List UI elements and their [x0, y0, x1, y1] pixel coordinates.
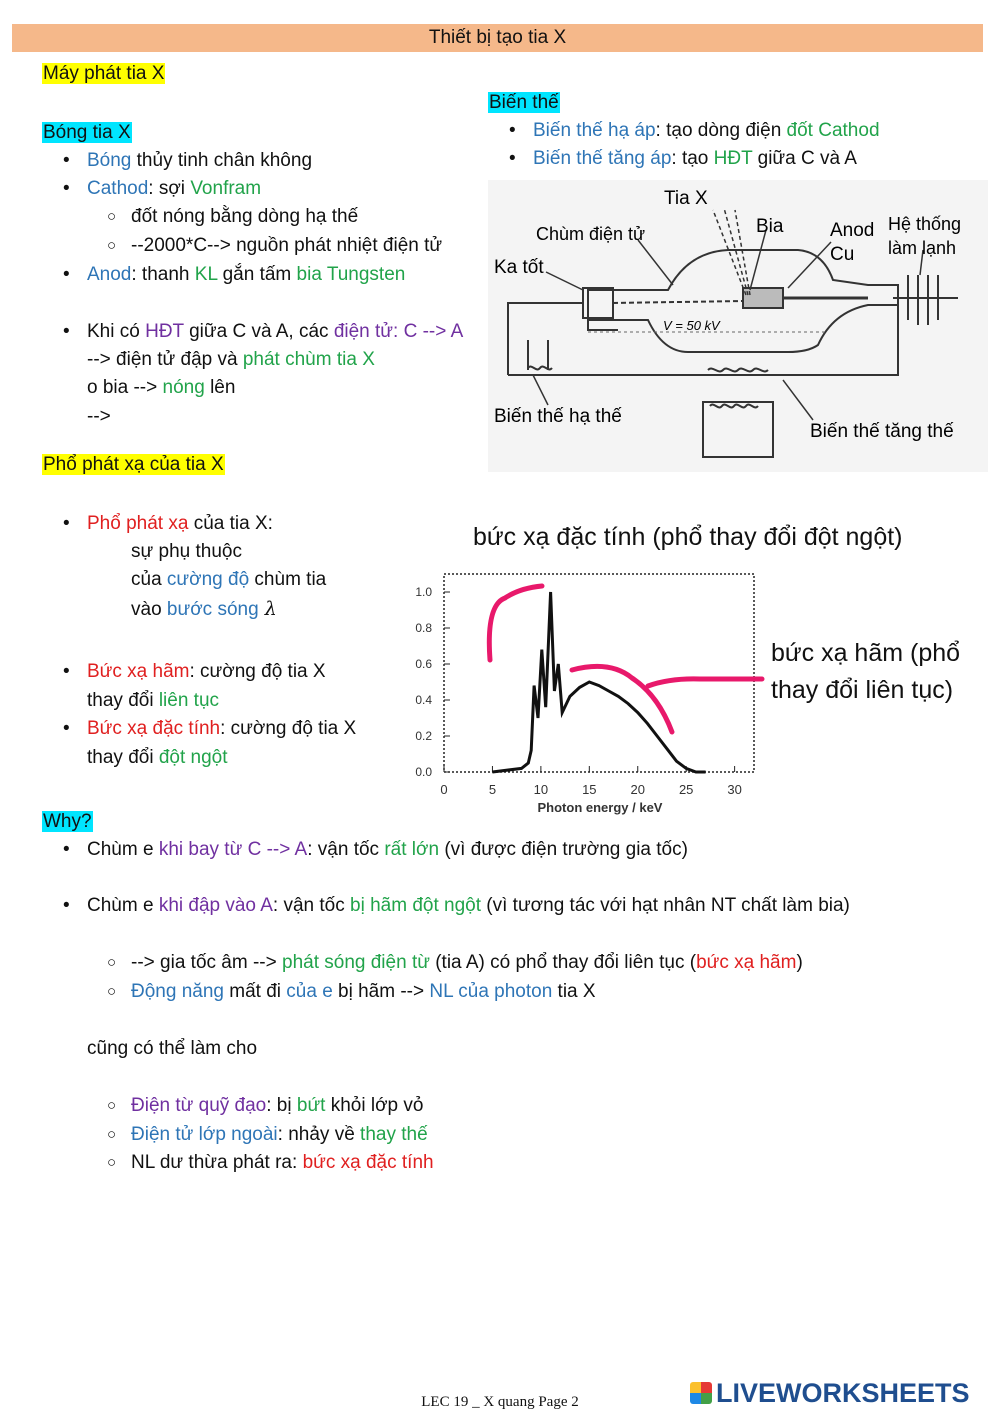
text-span: LIVEWORKSHEETS: [716, 1378, 970, 1408]
text-span: : sợi: [148, 178, 191, 199]
text-span: phát chùm tia X: [242, 349, 375, 370]
text-span: Biến thế tăng áp: [533, 148, 672, 169]
y-tick-label: 0.2: [415, 729, 432, 743]
text-span: Khi có: [87, 321, 146, 342]
text-span: khi bay từ C --> A: [158, 839, 308, 860]
list-item: [131, 204, 358, 230]
list-item-continuation: [131, 596, 277, 623]
label-copper: Cu: [830, 244, 855, 265]
text-span: Phổ phát xạ: [87, 513, 189, 534]
text-span: ): [796, 952, 803, 973]
list-item: [87, 511, 273, 537]
text-span: phát sóng điện từ: [282, 952, 430, 973]
list-item: [87, 893, 850, 919]
text-span: : vận tốc: [307, 839, 385, 860]
label-electron-beam: Chùm điện tử: [536, 224, 646, 244]
text-span: Chùm e: [87, 895, 159, 916]
text-span: thay thế: [360, 1124, 428, 1145]
list-item: [131, 233, 442, 259]
text-span: --2000*C--> nguồn phát nhiệt điện tử: [131, 235, 443, 256]
text-span: : cường độ tia X: [189, 661, 326, 682]
list-item-continuation: [87, 347, 375, 373]
text-span: bia Tungsten: [296, 264, 406, 285]
text-span: gắn tấm: [217, 264, 297, 285]
list-item-continuation: [87, 404, 111, 430]
text-span: bức xạ đặc tính (phổ thay đổi đột ngột): [473, 523, 903, 551]
list-item: [131, 1093, 423, 1119]
text-span: thay đổi: [87, 690, 159, 711]
annotation-bremsstrahlung-1: [771, 638, 960, 668]
text-span: bị hãm -->: [332, 981, 430, 1002]
text-span: của tia X:: [188, 513, 273, 534]
text-span: rất lớn: [384, 839, 440, 860]
x-tick-label: 5: [488, 782, 497, 797]
y-tick-label: 0.4: [415, 693, 432, 707]
section-heading-machine: Máy phát tia X: [43, 63, 165, 84]
text-span: λ: [258, 598, 277, 620]
label-tia-x: Tia X: [664, 188, 708, 209]
list-item: [533, 118, 880, 144]
text-span: giữa C và A, các: [183, 321, 334, 342]
text-span: : bị: [266, 1095, 297, 1116]
list-item-continuation: [87, 745, 228, 771]
text-span: Biến thế: [489, 92, 559, 113]
y-axis-ticks: [415, 585, 450, 779]
text-span: (tia A) có phổ thay đổi liên tục (: [429, 952, 697, 973]
text-span: bức xạ đặc tính: [302, 1152, 434, 1173]
text-span: điện tử: C --> A: [333, 321, 464, 342]
text-span: cường độ: [166, 569, 250, 590]
x-tick-label: 15: [582, 782, 597, 797]
xray-tube-diagram: [488, 180, 988, 472]
text-span: mất đi: [223, 981, 287, 1002]
list-item: [87, 148, 312, 174]
text-span: HĐT: [713, 148, 753, 169]
text-span: cũng có thể làm cho: [87, 1038, 258, 1059]
list-item-continuation: [87, 375, 235, 401]
text-span: bị hãm đột ngột: [350, 895, 481, 916]
section-heading-why: [42, 809, 93, 835]
label-step-up: Biến thế tăng thế: [810, 421, 954, 442]
text-span: Cathod: [87, 178, 149, 199]
text-span: NL của photon: [429, 981, 553, 1002]
x-tick-label: 30: [727, 782, 742, 797]
y-tick-label: 0.0: [415, 765, 432, 779]
text-span: thay đổi: [87, 747, 159, 768]
brand-logo-icon: [690, 1382, 712, 1404]
text-span: --> gia tốc âm -->: [131, 952, 282, 973]
y-tick-label: 1.0: [415, 585, 432, 599]
text-span: bức xạ hãm: [696, 952, 797, 973]
text-span: : tạo: [671, 148, 714, 169]
text-span: Phổ phát xạ của tia X: [43, 454, 224, 475]
list-item: [131, 1150, 434, 1176]
text-span: tia X: [552, 981, 596, 1002]
text-span: Điện tử lớp ngoài: [131, 1124, 278, 1145]
text-span: (vì được điện trường gia tốc): [439, 839, 688, 860]
y-tick-label: 0.8: [415, 621, 432, 635]
text-span: Biến thế hạ áp: [533, 120, 656, 141]
annotation-characteristic: [473, 522, 903, 552]
text-span: : cường độ tia X: [220, 718, 357, 739]
annotation-stroke-characteristic: [489, 586, 542, 660]
list-item: [87, 319, 463, 345]
annotation-stroke-brems-pointer: [648, 679, 762, 686]
text-span: đốt nóng bằng dòng hạ thế: [131, 206, 359, 227]
list-item: [87, 716, 356, 742]
text-span: của: [131, 569, 167, 590]
list-item: [131, 1122, 428, 1148]
text-span: của e: [286, 981, 333, 1002]
text-span: : nhảy về: [277, 1124, 361, 1145]
y-tick-label: 0.6: [415, 657, 432, 671]
text-span: bước sóng: [166, 599, 259, 620]
x-tick-label: 25: [678, 782, 694, 797]
list-item: [131, 950, 803, 976]
brand-logo: [690, 1378, 970, 1409]
paragraph: [87, 1036, 257, 1062]
text-span: Why?: [43, 811, 92, 832]
text-span: khi đập vào A: [158, 895, 273, 916]
annotation-bremsstrahlung-2: [771, 675, 953, 705]
text-span: Chùm e: [87, 839, 159, 860]
text-span: thủy tinh chân không: [131, 150, 313, 171]
text-span: đột ngột: [158, 747, 228, 768]
page-title: Thiết bị tạo tia X: [428, 27, 567, 48]
text-span: Vonfram: [190, 178, 262, 199]
plot-frame: [444, 574, 754, 772]
text-span: o bia -->: [87, 377, 163, 398]
text-span: Anod: [87, 264, 132, 285]
label-cathode: Ka tốt: [494, 257, 544, 278]
text-span: Động năng: [131, 981, 224, 1002]
text-span: sự phụ thuộc: [131, 541, 242, 562]
label-anode: Anod: [830, 220, 875, 241]
text-span: thay đổi liên tục): [771, 676, 954, 704]
text-span: Điện từ quỹ đạo: [131, 1095, 267, 1116]
label-target: Bia: [756, 216, 784, 237]
text-span: KL: [194, 264, 218, 285]
text-span: đốt Cathod: [786, 120, 880, 141]
page-header: [12, 24, 983, 52]
text-span: Bức xạ đặc tính: [87, 718, 221, 739]
spectrum-chart: [400, 560, 770, 818]
list-item: [87, 659, 326, 685]
text-span: HĐT: [145, 321, 184, 342]
list-item: [87, 837, 688, 863]
text-span: --> điện tử đập và: [87, 349, 243, 370]
text-span: LEC 19 _ X quang Page 2: [421, 1394, 579, 1410]
text-span: lên: [204, 377, 236, 398]
label-voltage: V = 50 kV: [663, 318, 720, 333]
text-span: Bóng: [87, 150, 132, 171]
text-span: : tạo dòng điện: [655, 120, 787, 141]
text-span: chùm tia: [249, 569, 327, 590]
text-span: NL dư thừa phát ra:: [131, 1152, 303, 1173]
list-item-continuation: [131, 567, 326, 593]
text-span: giữa C và A: [752, 148, 857, 169]
text-span: : thanh: [131, 264, 195, 285]
text-span: nóng: [162, 377, 205, 398]
text-span: vào: [131, 599, 167, 620]
text-span: Bức xạ hãm: [87, 661, 190, 682]
list-item: [87, 176, 261, 202]
text-span: bứt: [296, 1095, 326, 1116]
text-span: bức xạ hãm (phổ: [771, 639, 961, 667]
list-item: [131, 979, 596, 1005]
section-heading-transformer: [488, 90, 560, 116]
label-cooling-1: Hệ thống: [888, 214, 962, 234]
text-span: liên tục: [158, 690, 220, 711]
x-tick-label: 10: [533, 782, 549, 797]
text-span: khỏi lớp vỏ: [325, 1095, 424, 1116]
text-span: (vì tương tác với hạt nhân NT chất làm bia): [481, 895, 850, 916]
label-cooling-2: làm lạnh: [888, 238, 957, 258]
list-item: [87, 262, 405, 288]
label-step-down: Biến thế hạ thế: [494, 406, 622, 427]
text-span: -->: [87, 406, 111, 427]
list-item-continuation: [87, 688, 219, 714]
x-tick-label: 20: [630, 782, 645, 797]
x-axis-label: Photon energy / keV: [537, 800, 663, 815]
list-item: [533, 146, 857, 172]
list-item-continuation: [131, 539, 242, 565]
text-span: : vận tốc: [272, 895, 351, 916]
x-tick-label: 0: [440, 782, 448, 797]
section-subheading-tube: Bóng tia X: [43, 122, 131, 143]
section-heading-spectrum: [42, 452, 225, 478]
